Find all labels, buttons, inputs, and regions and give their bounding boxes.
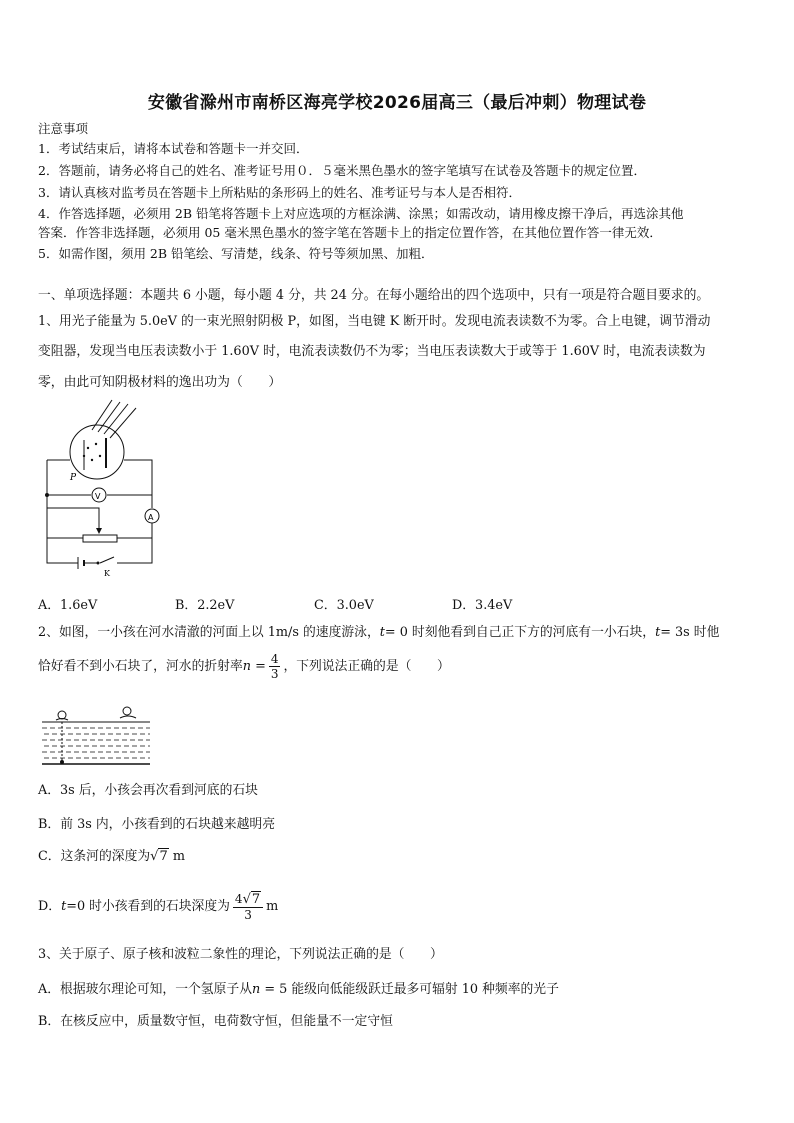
section-heading: 一、单项选择题：本题共 6 小题，每小题 4 分，共 24 分。在每小题给出的四个选项中，只有一项是符合题目要求的。 — [38, 288, 710, 303]
q2-text: = — [255, 659, 266, 674]
question-3-stem: 3、关于原子、原子核和波粒二象性的理论，下列说法正确的是（ ） — [38, 947, 443, 962]
unit: m — [172, 849, 185, 864]
q2-text: = 3s 时他 — [660, 625, 720, 640]
unit: m — [266, 899, 279, 914]
sqrt-expression: √7 — [150, 849, 168, 864]
cathode-label: P — [70, 473, 77, 483]
page-title: 安徽省滁州市南桥区海亮学校2026届高三（最后冲刺）物理试卷 — [147, 93, 647, 113]
q1-option-c: C．3.0eV — [314, 598, 374, 613]
refractive-index-fraction: $\frac{4}{3}$ — [270, 652, 279, 681]
q2-text: ，下列说法正确的是（ ） — [283, 659, 450, 674]
depth-fraction: $\frac{4√7}{3}$ — [233, 892, 263, 922]
switch-label: K — [104, 569, 110, 578]
q2-var-t: t — [61, 899, 67, 914]
q2-option-d-text: =0 时小孩看到的石块深度为 — [66, 899, 230, 914]
ammeter-label: A — [148, 513, 154, 522]
q2-option-c-text: C．这条河的深度为 — [38, 849, 151, 864]
q2-text: = 0 时刻他看到自己正下方的河底有一小石块， — [384, 625, 656, 640]
notice-item: 5．如需作图，须用 2B 铅笔绘、写清楚，线条、符号等须加黑、加粗． — [38, 246, 434, 261]
q3-option-a-text: A．根据玻尔理论可知，一个氢原子从 — [38, 982, 252, 997]
notice-item: 1．考试结束后，请将本试卷和答题卡一并交回． — [38, 141, 309, 156]
q3-var-n: n — [252, 982, 261, 997]
notice-heading: 注意事项 — [38, 121, 89, 136]
q2-option-a: A．3s 后，小孩会再次看到河底的石块 — [38, 783, 258, 798]
notice-item: 3．请认真核对监考员在答题卡上所粘贴的条形码上的姓名、准考证号与本人是否相符． — [38, 185, 521, 200]
q1-option-b: B．2.2eV — [175, 598, 235, 613]
q2-var-t: t — [379, 625, 385, 640]
q2-var-n: n — [242, 659, 251, 674]
circuit-diagram — [40, 398, 180, 578]
notice-item: 答案．作答非选择题，必须用 05 毫米黑色墨水的签字笔在答题卡上的指定位置作答，在其他位置作答一律无效． — [38, 225, 662, 240]
q1-option-a: A．1.6eV — [38, 598, 98, 613]
notice-item: 2．答题前，请务必将自己的姓名、准考证号用０．５毫米黑色墨水的签字笔填写在试卷及答题卡的规定位置． — [38, 163, 646, 178]
q2-option-b: B．前 3s 内，小孩看到的石块越来越明亮 — [38, 817, 275, 832]
q2-option-c — [38, 847, 185, 867]
q1-option-d: D．3.4eV — [452, 598, 513, 613]
q3-option-a-text: = 5 能级向低能级跃迁最多可辐射 10 种频率的光子 — [264, 982, 559, 997]
question-1-line: 1、用光子能量为 5.0eV 的一束光照射阴极 P，如图，当电键 K 断开时。发现电流表读数不为零。合上电键，调节滑动 — [38, 314, 711, 329]
question-1-line: 零，由此可知阴极材料的逸出功为（ ） — [38, 375, 282, 390]
notice-item: 4．作答选择题，必须用 2B 铅笔将答题卡上对应选项的方框涂满、涂黑；如需改动，请用橡皮擦干净后，再选涂其他 — [38, 206, 684, 221]
q3-option-a — [38, 978, 559, 997]
question-2-line — [38, 625, 719, 641]
question-2-line — [38, 652, 450, 682]
q2-text: 恰好看不到小石块了，河水的折射率 — [38, 659, 243, 674]
question-1-line: 变阻器，发现当电压表读数小于 1.60V 时，电流表读数仍不为零；当电压表读数大于或等于 1.60V 时，电流表读数为 — [38, 344, 706, 359]
q2-option-d-text: D． — [38, 899, 62, 914]
river-diagram — [40, 698, 152, 768]
q2-option-d — [38, 888, 278, 926]
q3-option-b: B．在核反应中，质量数守恒，电荷数守恒，但能量不一定守恒 — [38, 1014, 393, 1029]
voltmeter-label: V — [95, 492, 101, 501]
q2-var-t: t — [655, 625, 661, 640]
q2-text: 2、如图，一小孩在河水清澈的河面上以 1m/s 的速度游泳， — [38, 625, 380, 640]
